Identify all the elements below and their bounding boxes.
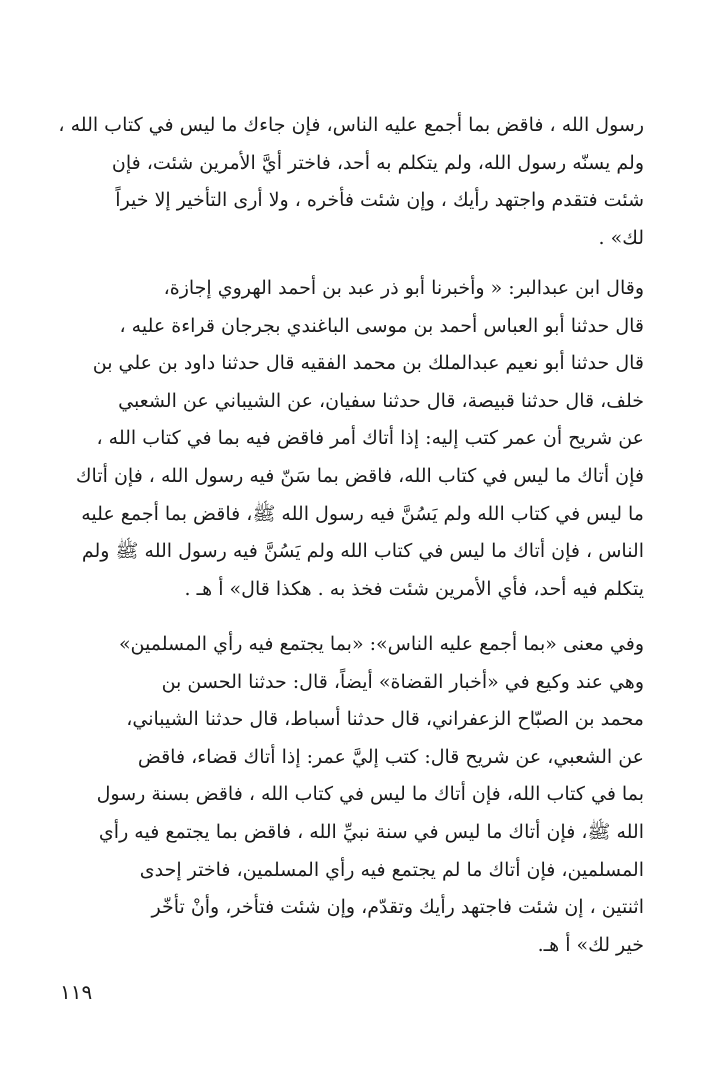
text-line: رسول الله ، فاقض بما أجمع عليه الناس، فإن جاءك ما ليس في كتاب الله ، [58, 114, 644, 136]
paragraph-1 [50, 107, 644, 257]
text-line: لك» . [598, 226, 644, 249]
text-line: عن شريح أن عمر كتب إليه: إذا أتاك أمر فاقض فيه بما في كتاب الله ، [96, 427, 644, 450]
text-line: المسلمين، فإن أتاك ما لم يجتمع فيه رأي المسلمين، فاختر إحدى [139, 858, 644, 881]
text-line: بما في كتاب الله، فإن أتاك ما ليس في كتاب الله ، فاقض بسنة رسول [96, 783, 644, 806]
text-line: وقال ابن عبدالبر: « وأخبرنا أبو ذر عبد بن أحمد الهروي إجازة، [163, 277, 644, 299]
text-line: فإن أتاك ما ليس في كتاب الله، فاقض بما سَنّ فيه رسول الله ، فإن أتاك [75, 464, 644, 487]
text-line: قال حدثنا أبو نعيم عبدالملك بن محمد الفقيه قال حدثنا داود بن علي بن [92, 352, 644, 375]
text-line: اثنتين ، إن شئت فاجتهد رأيك وتقدّم، وإن شئت فتأخر، وأنْ تأخّر [151, 896, 644, 919]
text-line: وهي عند وكيع في «أخبار القضاة» أيضاً، قال: حدثنا الحسن بن [161, 670, 644, 693]
text-line: الناس ، فإن أتاك ما ليس في كتاب الله ولم يَسُنَّ فيه رسول الله ﷺ ولم [81, 540, 644, 563]
paragraph-3 [50, 626, 644, 964]
text-line: الله ﷺ، فإن أتاك ما ليس في سنة نبيِّ الله ، فاقض بما يجتمع فيه رأي [98, 820, 644, 843]
text-line: خير لك» أ هـ. [537, 933, 644, 956]
text-line: ولم يسنّه رسول الله، ولم يتكلم به أحد، فاختر أيَّ الأمرين شئت، فإن [111, 151, 644, 174]
text-line: يتكلم فيه أحد، فأي الأمرين شئت فخذ به . هكذا قال» أ هـ . [184, 577, 644, 600]
text-line: شئت فتقدم واجتهد رأيك ، وإن شئت فأخره ، ولا أرى التأخير إلا خيراً [115, 189, 644, 212]
text-line: خلف، قال حدثنا قبيصة، قال حدثنا سفيان، عن الشيباني عن الشعبي [118, 389, 644, 412]
text-line: عن الشعبي، عن شريح قال: كتب إليَّ عمر: إذا أتاك قضاء، فاقض [137, 745, 644, 768]
text-line: محمد بن الصبّاح الزعفراني، قال حدثنا أسباط، قال حدثنا الشيباني، [126, 708, 644, 731]
text-line: وفي معنى «بما أجمع عليه الناس»: «بما يجتمع فيه رأي المسلمين» [118, 633, 644, 655]
text-line: ما ليس في كتاب الله ولم يَسُنَّ فيه رسول الله ﷺ، فاقض بما أجمع عليه [81, 502, 644, 525]
page-number: ١١٩ [60, 980, 93, 1004]
paragraph-2 [50, 270, 644, 608]
text-line: قال حدثنا أبو العباس أحمد بن موسى الباغندي بجرجان قراءة عليه ، [119, 314, 644, 337]
